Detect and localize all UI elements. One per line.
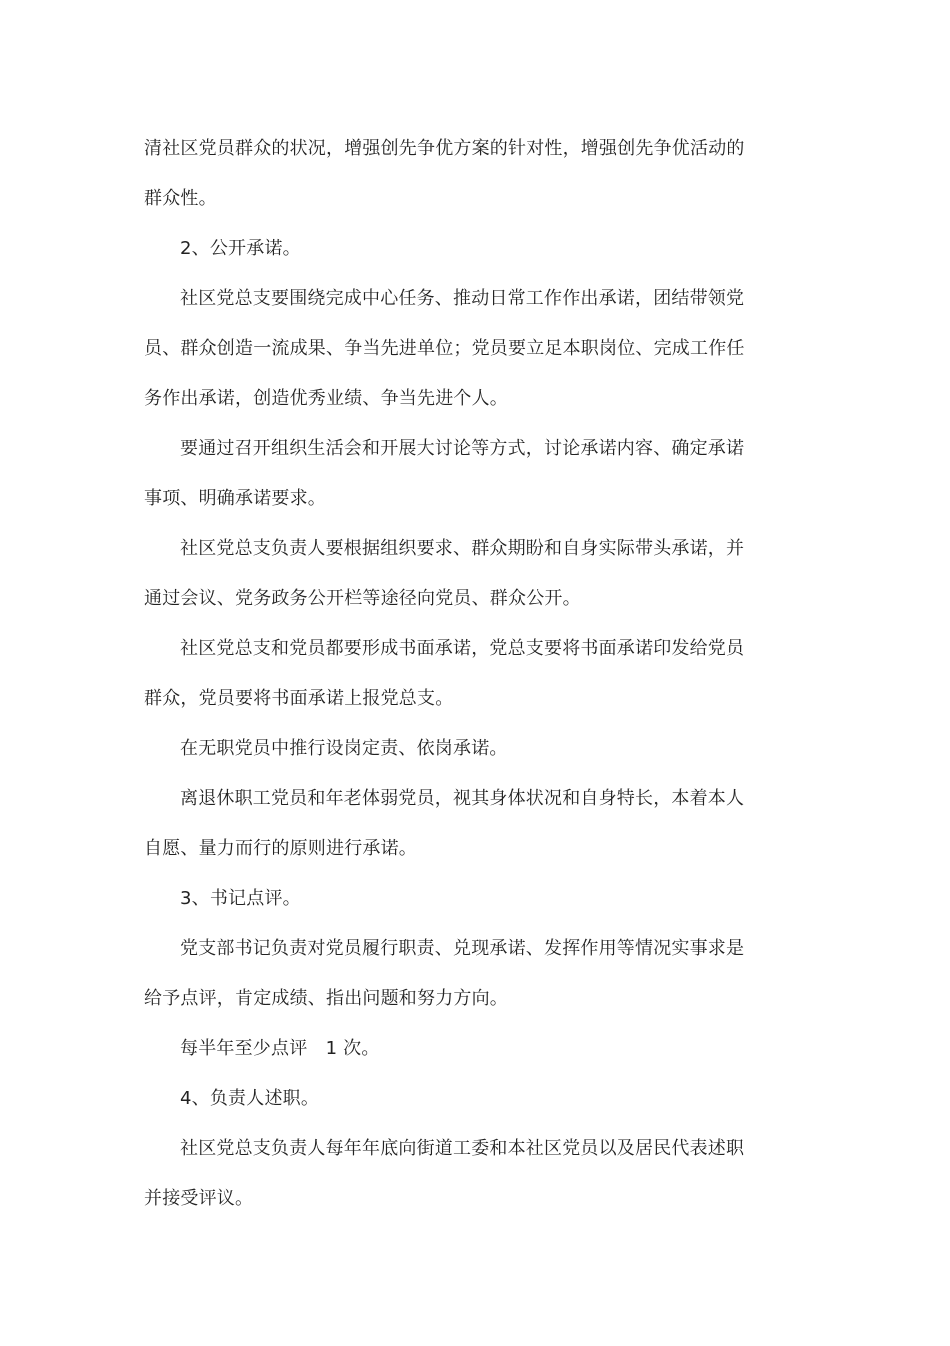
paragraph: 党支部书记负责对党员履行职责、兑现承诺、发挥作用等情况实事求是给予点评，肯定成绩、指出问题和努力方向。 [144, 938, 745, 1009]
paragraph: 每半年至少点评 1 次。 [180, 1038, 380, 1059]
paragraph: 社区党总支负责人要根据组织要求、群众期盼和自身实际带头承诺，并通过会议、党务政务公开栏等途径向党员、群众公开。 [144, 538, 745, 609]
paragraph: 要通过召开组织生活会和开展大讨论等方式，讨论承诺内容、确定承诺事项、明确承诺要求。 [144, 438, 745, 509]
paragraph: 社区党总支负责人每年年底向街道工委和本社区党员以及居民代表述职并接受评议。 [144, 1138, 745, 1209]
paragraph: 社区党总支和党员都要形成书面承诺，党总支要将书面承诺印发给党员群众，党员要将书面承诺上报党总支。 [144, 638, 745, 709]
section-heading-leader-report: 4、负责人述职。 [180, 1088, 320, 1109]
section-heading-secretary-review: 3、书记点评。 [180, 888, 301, 909]
paragraph-continued: 清社区党员群众的状况，增强创先争优方案的针对性，增强创先争优活动的群众性。 [144, 138, 745, 209]
paragraph: 离退休职工党员和年老体弱党员，视其身体状况和自身特长，本着本人自愿、量力而行的原则进行承诺。 [144, 788, 745, 859]
paragraph: 在无职党员中推行设岗定责、依岗承诺。 [180, 738, 508, 759]
section-heading-public-commitment: 2、公开承诺。 [180, 238, 301, 259]
document-body [144, 124, 754, 1224]
paragraph: 社区党总支要围绕完成中心任务、推动日常工作作出承诺，团结带领党员、群众创造一流成果、争当先进单位；党员要立足本职岗位、完成工作任务作出承诺，创造优秀业绩、争当先进个人。 [144, 288, 745, 409]
